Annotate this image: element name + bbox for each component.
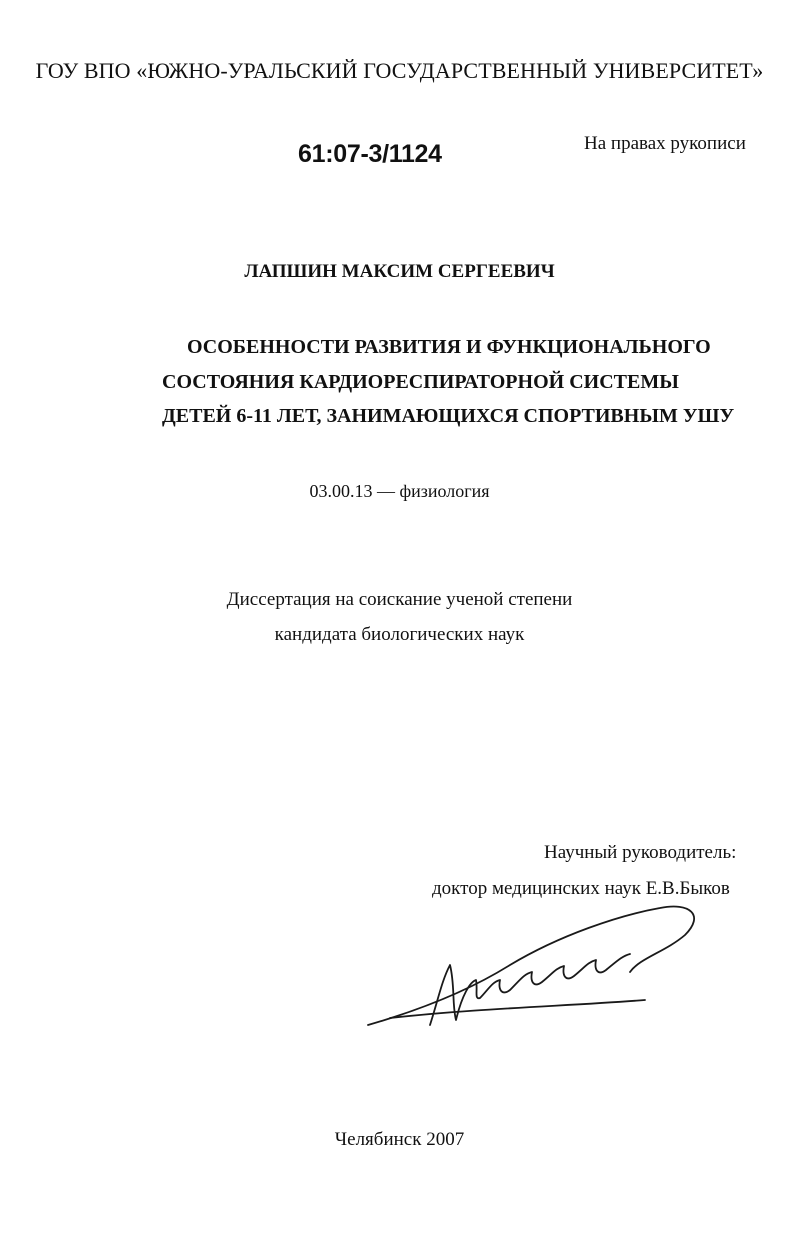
title-line-3: ДЕТЕЙ 6-11 ЛЕТ, ЗАНИМАЮЩИХСЯ СПОРТИВНЫМ УШУ xyxy=(162,405,735,427)
rights-note: На правах рукописи xyxy=(584,133,746,154)
supervisor-signature xyxy=(360,890,700,1040)
city-year: Челябинск 2007 xyxy=(334,1129,465,1150)
supervisor-label: Научный руководитель: xyxy=(544,842,737,863)
author-name: ЛАПШИН МАКСИМ СЕРГЕЕВИЧ xyxy=(244,261,555,282)
title-line-2: СОСТОЯНИЯ КАРДИОРЕСПИРАТОРНОЙ СИСТЕМЫ xyxy=(162,371,679,393)
degree-line-2: кандидата биологических наук xyxy=(274,624,525,645)
signature-main-stroke xyxy=(430,954,630,1025)
degree-line-1: Диссертация на соискание ученой степени xyxy=(226,589,573,610)
title-line-1: ОСОБЕННОСТИ РАЗВИТИЯ И ФУНКЦИОНАЛЬНОГО xyxy=(187,336,711,358)
specialty-code: 03.00.13 — физиология xyxy=(309,481,490,501)
signature-underline-stroke xyxy=(390,1000,645,1018)
university-name: ГОУ ВПО «ЮЖНО-УРАЛЬСКИЙ ГОСУДАРСТВЕННЫЙ УНИВЕРСИТЕТ» xyxy=(35,58,764,83)
supervisor-name: доктор медицинских наук Е.В.Быков xyxy=(432,878,730,899)
catalog-code: 61:07-3/1124 xyxy=(298,140,442,168)
